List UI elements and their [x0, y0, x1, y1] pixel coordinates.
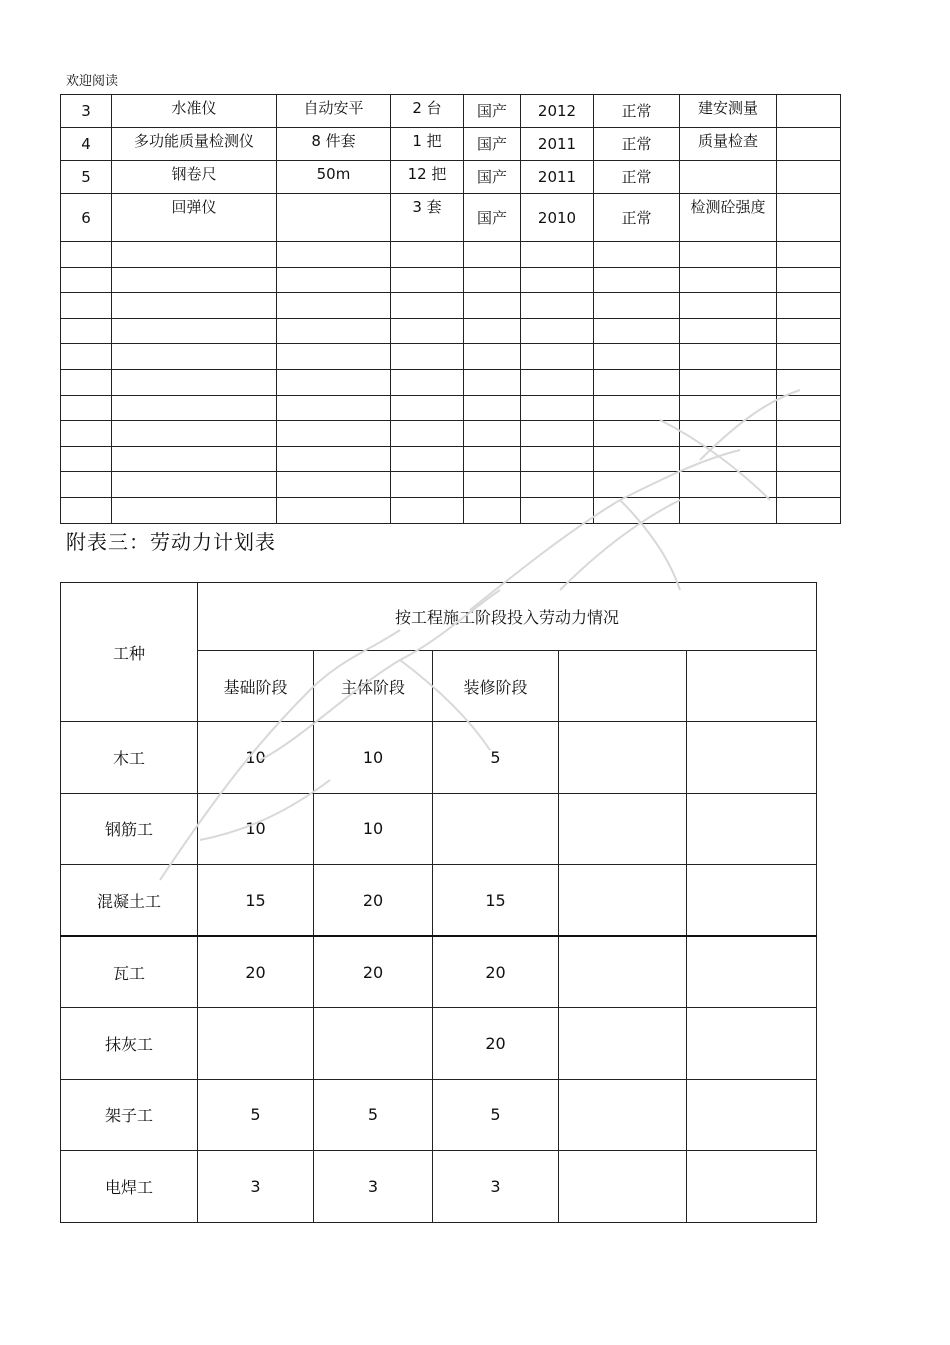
equipment-cell-name: 回弹仪	[112, 194, 277, 242]
equipment-cell-note	[777, 128, 841, 161]
equipment-empty-cell	[680, 267, 777, 293]
equipment-empty-cell	[777, 318, 841, 344]
equipment-empty-cell	[391, 344, 464, 370]
equipment-cell-no: 4	[61, 128, 112, 161]
equipment-empty-cell	[680, 344, 777, 370]
labor-row	[61, 865, 817, 937]
labor-count-cell: 10	[198, 793, 314, 865]
trade-cell: 钢筋工	[61, 793, 198, 865]
equipment-empty-cell	[521, 472, 594, 498]
labor-row	[61, 1079, 817, 1151]
labor-count-cell	[687, 722, 817, 794]
equipment-empty-cell	[112, 446, 277, 472]
equipment-empty-cell	[777, 242, 841, 268]
equipment-empty-cell	[521, 369, 594, 395]
equipment-empty-cell	[277, 293, 391, 319]
equipment-empty-row	[61, 446, 841, 472]
stage-header: 装修阶段	[433, 651, 559, 722]
labor-count-cell: 20	[314, 936, 433, 1008]
stage-group-header: 按工程施工阶段投入劳动力情况	[198, 583, 817, 651]
labor-count-cell	[559, 1008, 687, 1080]
labor-count-cell	[559, 865, 687, 937]
labor-count-cell	[559, 793, 687, 865]
equipment-empty-cell	[594, 267, 680, 293]
equipment-empty-cell	[464, 395, 521, 421]
equipment-empty-cell	[594, 369, 680, 395]
equipment-empty-cell	[777, 446, 841, 472]
equipment-empty-row	[61, 421, 841, 447]
labor-count-cell	[687, 1151, 817, 1223]
labor-count-cell: 5	[433, 722, 559, 794]
equipment-cell-spec	[277, 194, 391, 242]
equipment-empty-cell	[112, 395, 277, 421]
labor-count-cell	[433, 793, 559, 865]
equipment-empty-cell	[61, 267, 112, 293]
equipment-empty-row	[61, 395, 841, 421]
equipment-empty-row	[61, 242, 841, 268]
equipment-empty-cell	[464, 421, 521, 447]
equipment-empty-cell	[594, 446, 680, 472]
labor-count-cell: 5	[314, 1079, 433, 1151]
equipment-cell-spec: 自动安平	[277, 95, 391, 128]
equipment-empty-cell	[112, 293, 277, 319]
equipment-row	[61, 95, 841, 128]
equipment-empty-cell	[61, 497, 112, 523]
equipment-empty-cell	[521, 293, 594, 319]
equipment-cell-status: 正常	[594, 128, 680, 161]
equipment-empty-cell	[61, 242, 112, 268]
equipment-empty-cell	[521, 267, 594, 293]
equipment-cell-no: 5	[61, 161, 112, 194]
equipment-empty-cell	[391, 421, 464, 447]
equipment-empty-cell	[277, 369, 391, 395]
equipment-empty-cell	[777, 293, 841, 319]
equipment-cell-note	[777, 95, 841, 128]
equipment-empty-cell	[277, 446, 391, 472]
labor-count-cell	[198, 1008, 314, 1080]
equipment-cell-qty: 2 台	[391, 95, 464, 128]
labor-count-cell: 20	[314, 865, 433, 937]
equipment-empty-row	[61, 369, 841, 395]
equipment-cell-note	[777, 161, 841, 194]
equipment-cell-origin: 国产	[464, 128, 521, 161]
equipment-empty-cell	[61, 293, 112, 319]
equipment-empty-cell	[277, 267, 391, 293]
labor-count-cell: 15	[198, 865, 314, 937]
labor-count-cell: 20	[433, 936, 559, 1008]
equipment-empty-cell	[521, 242, 594, 268]
equipment-empty-cell	[464, 293, 521, 319]
equipment-empty-cell	[277, 497, 391, 523]
labor-row	[61, 793, 817, 865]
equipment-empty-cell	[521, 318, 594, 344]
labor-count-cell: 3	[314, 1151, 433, 1223]
stage-header	[687, 651, 817, 722]
equipment-empty-cell	[521, 395, 594, 421]
labor-count-cell	[314, 1008, 433, 1080]
equipment-cell-use: 建安测量	[680, 95, 777, 128]
equipment-empty-cell	[594, 497, 680, 523]
page-header-text: 欢迎阅读	[66, 74, 119, 89]
equipment-cell-use	[680, 161, 777, 194]
equipment-cell-name: 水准仪	[112, 95, 277, 128]
labor-count-cell	[687, 936, 817, 1008]
equipment-empty-cell	[61, 395, 112, 421]
equipment-empty-cell	[594, 344, 680, 370]
equipment-empty-cell	[680, 421, 777, 447]
labor-count-cell	[559, 722, 687, 794]
equipment-empty-cell	[112, 421, 277, 447]
equipment-empty-cell	[277, 395, 391, 421]
equipment-cell-year: 2011	[521, 128, 594, 161]
equipment-empty-cell	[680, 369, 777, 395]
labor-count-cell	[559, 1079, 687, 1151]
equipment-cell-year: 2011	[521, 161, 594, 194]
equipment-empty-cell	[777, 497, 841, 523]
equipment-empty-cell	[594, 472, 680, 498]
equipment-empty-cell	[277, 242, 391, 268]
trade-cell: 电焊工	[61, 1151, 198, 1223]
equipment-empty-cell	[112, 242, 277, 268]
equipment-empty-cell	[464, 267, 521, 293]
equipment-empty-cell	[464, 242, 521, 268]
equipment-empty-cell	[391, 395, 464, 421]
trade-cell: 木工	[61, 722, 198, 794]
equipment-cell-qty: 3 套	[391, 194, 464, 242]
equipment-cell-use: 质量检查	[680, 128, 777, 161]
equipment-empty-cell	[112, 369, 277, 395]
equipment-empty-cell	[777, 344, 841, 370]
labor-count-cell	[559, 1151, 687, 1223]
trade-cell: 混凝土工	[61, 865, 198, 937]
labor-count-cell: 20	[198, 936, 314, 1008]
equipment-empty-cell	[464, 344, 521, 370]
equipment-empty-row	[61, 293, 841, 319]
labor-count-cell	[687, 865, 817, 937]
equipment-cell-qty: 1 把	[391, 128, 464, 161]
equipment-empty-cell	[521, 497, 594, 523]
labor-row	[61, 722, 817, 794]
equipment-empty-cell	[277, 472, 391, 498]
equipment-cell-no: 6	[61, 194, 112, 242]
equipment-empty-cell	[61, 344, 112, 370]
equipment-row	[61, 128, 841, 161]
labor-count-cell	[687, 1079, 817, 1151]
equipment-empty-cell	[112, 318, 277, 344]
equipment-empty-cell	[680, 318, 777, 344]
equipment-cell-use: 检测砼强度	[680, 194, 777, 242]
labor-count-cell: 5	[198, 1079, 314, 1151]
equipment-empty-cell	[61, 472, 112, 498]
equipment-cell-note	[777, 194, 841, 242]
equipment-empty-cell	[277, 318, 391, 344]
trade-cell: 架子工	[61, 1079, 198, 1151]
stage-header: 主体阶段	[314, 651, 433, 722]
equipment-cell-qty: 12 把	[391, 161, 464, 194]
equipment-empty-cell	[777, 472, 841, 498]
equipment-empty-cell	[464, 472, 521, 498]
equipment-empty-cell	[464, 497, 521, 523]
equipment-empty-row	[61, 344, 841, 370]
equipment-row	[61, 194, 841, 242]
equipment-empty-cell	[391, 446, 464, 472]
labor-count-cell: 3	[198, 1151, 314, 1223]
equipment-empty-cell	[112, 472, 277, 498]
equipment-empty-cell	[680, 242, 777, 268]
equipment-row	[61, 161, 841, 194]
equipment-empty-cell	[391, 267, 464, 293]
equipment-cell-origin: 国产	[464, 161, 521, 194]
labor-count-cell	[687, 793, 817, 865]
labor-count-cell	[559, 936, 687, 1008]
equipment-empty-cell	[464, 369, 521, 395]
equipment-empty-cell	[61, 318, 112, 344]
labor-count-cell: 5	[433, 1079, 559, 1151]
equipment-cell-no: 3	[61, 95, 112, 128]
trade-header: 工种	[61, 583, 198, 722]
equipment-empty-cell	[777, 369, 841, 395]
equipment-cell-spec: 50m	[277, 161, 391, 194]
equipment-empty-cell	[61, 421, 112, 447]
equipment-cell-name: 多功能质量检测仪	[112, 128, 277, 161]
equipment-empty-cell	[680, 472, 777, 498]
labor-row	[61, 1151, 817, 1223]
equipment-empty-cell	[680, 497, 777, 523]
equipment-empty-cell	[521, 344, 594, 370]
equipment-empty-cell	[521, 421, 594, 447]
equipment-empty-row	[61, 497, 841, 523]
equipment-cell-origin: 国产	[464, 194, 521, 242]
equipment-empty-cell	[594, 395, 680, 421]
equipment-cell-year: 2010	[521, 194, 594, 242]
trade-cell: 抹灰工	[61, 1008, 198, 1080]
equipment-empty-cell	[464, 446, 521, 472]
equipment-empty-cell	[391, 293, 464, 319]
labor-count-cell: 10	[198, 722, 314, 794]
equipment-empty-cell	[112, 497, 277, 523]
stage-header: 基础阶段	[198, 651, 314, 722]
labor-row	[61, 1008, 817, 1080]
labor-plan-caption: 附表三：劳动力计划表	[66, 530, 276, 554]
equipment-table	[60, 94, 841, 524]
trade-cell: 瓦工	[61, 936, 198, 1008]
equipment-empty-cell	[112, 267, 277, 293]
equipment-empty-cell	[112, 344, 277, 370]
equipment-empty-cell	[61, 369, 112, 395]
equipment-empty-cell	[680, 395, 777, 421]
equipment-empty-cell	[391, 318, 464, 344]
equipment-empty-row	[61, 472, 841, 498]
labor-row	[61, 936, 817, 1008]
equipment-empty-cell	[277, 421, 391, 447]
labor-count-cell: 15	[433, 865, 559, 937]
equipment-empty-cell	[391, 497, 464, 523]
equipment-empty-cell	[777, 395, 841, 421]
labor-count-cell: 10	[314, 793, 433, 865]
equipment-empty-cell	[777, 421, 841, 447]
equipment-empty-cell	[594, 242, 680, 268]
equipment-empty-row	[61, 267, 841, 293]
labor-count-cell	[687, 1008, 817, 1080]
equipment-cell-year: 2012	[521, 95, 594, 128]
labor-count-cell: 20	[433, 1008, 559, 1080]
equipment-empty-cell	[391, 242, 464, 268]
equipment-cell-origin: 国产	[464, 95, 521, 128]
labor-count-cell: 10	[314, 722, 433, 794]
stage-header	[559, 651, 687, 722]
equipment-cell-status: 正常	[594, 95, 680, 128]
equipment-empty-cell	[594, 318, 680, 344]
equipment-empty-cell	[277, 344, 391, 370]
equipment-empty-cell	[61, 446, 112, 472]
equipment-empty-cell	[521, 446, 594, 472]
equipment-empty-cell	[464, 318, 521, 344]
equipment-empty-cell	[680, 293, 777, 319]
equipment-empty-cell	[391, 369, 464, 395]
equipment-cell-name: 钢卷尺	[112, 161, 277, 194]
equipment-empty-cell	[777, 267, 841, 293]
equipment-cell-spec: 8 件套	[277, 128, 391, 161]
equipment-empty-row	[61, 318, 841, 344]
equipment-empty-cell	[594, 293, 680, 319]
equipment-empty-cell	[391, 472, 464, 498]
equipment-empty-cell	[680, 446, 777, 472]
equipment-cell-status: 正常	[594, 194, 680, 242]
equipment-cell-status: 正常	[594, 161, 680, 194]
labor-plan-table	[60, 582, 817, 1223]
equipment-empty-cell	[594, 421, 680, 447]
labor-count-cell: 3	[433, 1151, 559, 1223]
